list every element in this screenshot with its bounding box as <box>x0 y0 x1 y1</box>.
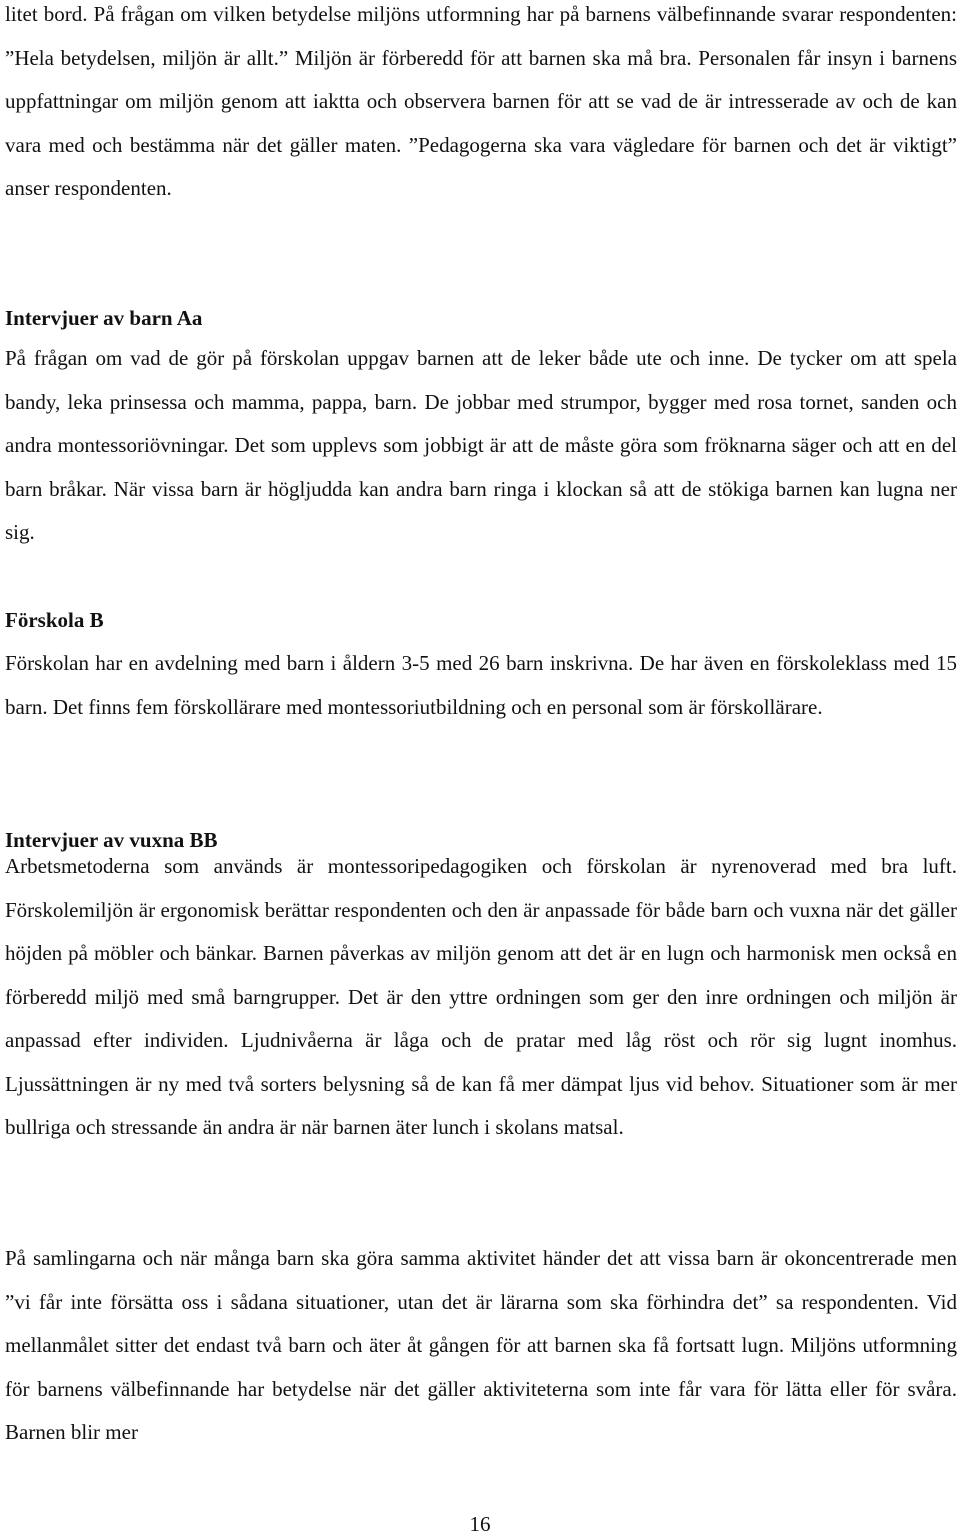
paragraph-children-interview: På frågan om vad de gör på förskolan uppgav barnen att de leker både ute och inne. De tycker om att spela bandy, leka prinsessa och mamma, pappa, barn. De jobbar med strumpor, bygger med rosa tornet, sanden och andra montessoriövningar. Det som upplevs som jobbigt är att de måste göra som fröknarna säger och att en del barn bråkar. När vissa barn är högljudda kan andra barn ringa i klockan så att de stökiga barnen kan lugna ner sig. <box>5 346 957 544</box>
page-number: 16 <box>469 1512 491 1536</box>
heading-forskola-b: Förskola B <box>5 608 104 632</box>
paragraph-intro: litet bord. På frågan om vilken betydelse miljöns utformning har på barnens välbefinnande svarar respondenten: ”Hela betydelsen, miljön är allt.” Miljön är förberedd för att barnen ska må bra. Personalen får insyn i barnens uppfattningar om miljön genom att iaktta och observera barnen för att se vad de är intresserade av och de kan vara med och bestämma när det gäller maten. ”Pedagogerna ska vara vägledare för barnen och det är viktigt” anser respondenten. <box>5 2 957 200</box>
paragraph-forskola-b: Förskolan har en avdelning med barn i åldern 3-5 med 26 barn inskrivna. De har även en förskoleklass med 15 barn. Det finns fem förskollärare med montessoriutbildning och en personal som är förskollärare. <box>5 651 957 719</box>
heading-intervjuer-barn-aa: Intervjuer av barn Aa <box>5 306 203 330</box>
paragraph-samlingar: På samlingarna och när många barn ska göra samma aktivitet händer det att vissa barn är okoncentrerade men ”vi får inte försätta oss i sådana situationer, utan det är lärarna som ska förhindra det” sa respondenten. Vid mellanmålet sitter det endast två barn och äter åt gången för att barnen ska få fortsatt lugn. Miljöns utformning för barnens välbefinnande har betydelse när det gäller aktiviteterna som inte får vara för lätta eller för svåra. Barnen blir mer <box>5 1246 957 1444</box>
paragraph-adults-interview: Arbetsmetoderna som används är montessoripedagogiken och förskolan är nyrenoverad med bra luft. Förskolemiljön är ergonomisk berättar respondenten och den är anpassade för både barn och vuxna när det gäller höjden på möbler och bänkar. Barnen påverkas av miljön genom att det är en lugn och harmonisk men också en förberedd miljö med små barngrupper. Det är den yttre ordningen som ger den inre ordningen och miljön är anpassad efter individen. Ljudnivåerna är låga och de pratar med låg röst och rör sig lugnt inomhus. Ljussättningen är ny med två sorters belysning så de kan få mer dämpat ljus vid behov. Situationer som är mer bullriga och stressande än andra är när barnen äter lunch i skolans matsal. <box>5 854 957 1139</box>
heading-intervjuer-vuxna-bb: Intervjuer av vuxna BB <box>5 828 218 852</box>
